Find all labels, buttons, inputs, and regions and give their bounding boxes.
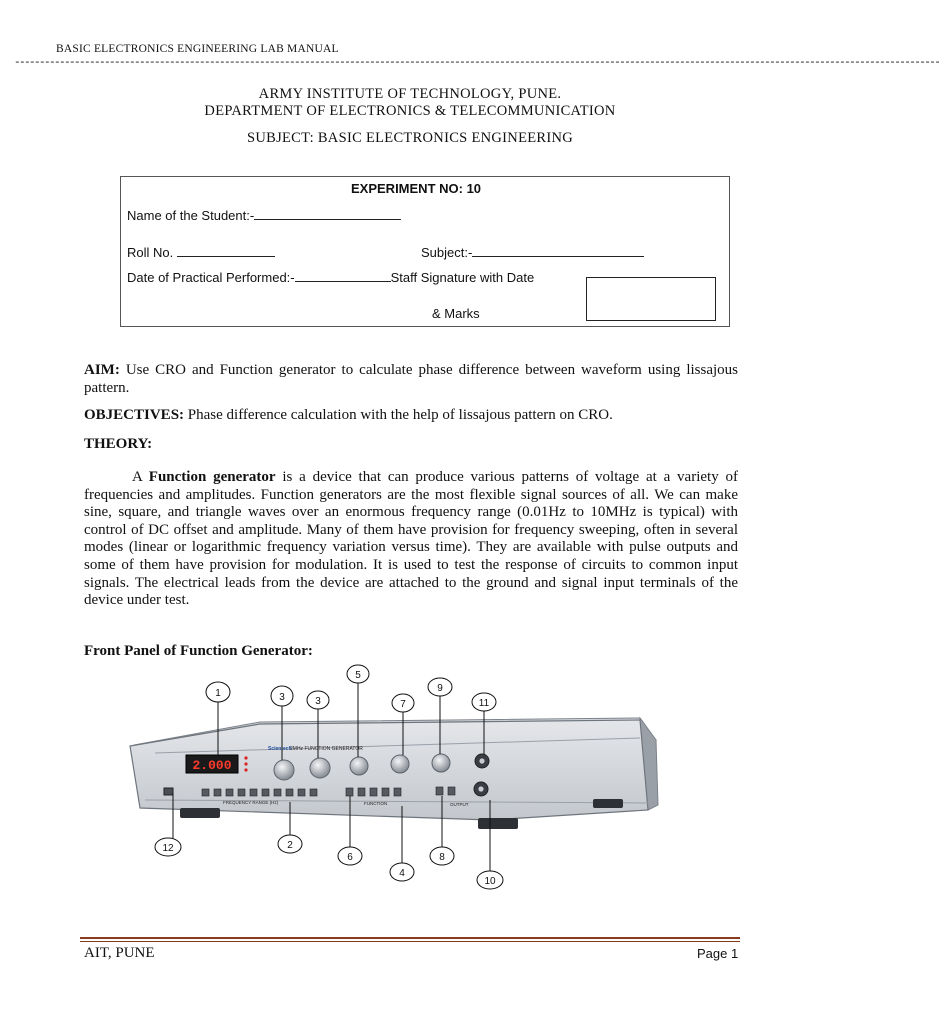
page-number: Page 1 [697,946,739,961]
svg-text:3: 3 [279,692,285,703]
roll-no-field [127,244,275,260]
theory-term: Function generator [148,469,276,485]
svg-text:2: 2 [287,840,293,851]
subject-blank [472,244,644,257]
amplitude-knob [432,754,450,772]
date-label: Date of Practical Performed:- [127,270,295,285]
aim-text: Use CRO and Function generator to calculate phase difference between waveform using lissajous pattern. [84,362,738,396]
theory-text: is a device that can produce various patterns of voltage at a variety of frequencies and amplitudes. Function generators are the most flexible signal sources of all. We can make sine, square, and triangle waves over an enormous frequency range (0.01Hz to 10MHz is typical) with control of DC offset and amplitude. Many of them have provision for frequency sweeping, often in several modes (linear or logarithmic frequency variation versus time). They are available with pulse outputs and some of them have provision for modulation. It is used to test the response of circuits to common input signals. The electrical leads from the device are attached to the ground and signal input terminals of the device under test. [84,469,738,609]
roll-no-label: Roll No. [127,245,174,260]
aim-label: AIM: [84,362,120,378]
brand-text: Scientech [268,746,292,752]
frequency-coarse-knob [274,760,294,780]
function-generator-figure [100,660,670,900]
svg-text:9: 9 [437,683,443,694]
subject-field [421,244,644,260]
theory-heading: THEORY: [84,436,153,452]
roll-no-blank [177,244,275,257]
svg-text:12: 12 [162,843,174,854]
institution-name: ARMY INSTITUTE OF TECHNOLOGY, PUNE. [258,86,562,102]
footer-institution: AIT, PUNE [84,945,155,961]
callout-9 [428,678,452,696]
footer-rule-thick [80,937,740,939]
footer-rule-thin [80,941,740,942]
header-dashed-rule: ----------------------------------------------------------------------------------------------------------------------------------------------------------------------------------------- [14,57,939,69]
aim-paragraph [84,362,738,397]
subject-line: SUBJECT: BASIC ELECTRONICS ENGINEERING [246,130,574,146]
theory-lead: A [132,469,149,485]
dc-offset-knob [391,755,409,773]
frequency-fine-knob [310,758,330,778]
svg-text:1: 1 [215,688,221,699]
led-display-value: 2.000 [192,758,232,773]
marks-label: & Marks [432,306,480,321]
student-name-field [127,207,401,223]
objectives-label: OBJECTIVES: [84,407,185,423]
power-button [164,788,173,795]
callout-3b [307,691,329,709]
svg-text:3: 3 [315,696,321,707]
objectives-text: Phase difference calculation with the help of lissajous pattern on CRO. [184,407,613,423]
callout-6 [338,847,362,865]
experiment-info-box [120,176,730,327]
front-panel-heading: Front Panel of Function Generator: [84,643,313,659]
signature-label: Staff Signature with Date [390,270,535,285]
callout-8 [430,847,454,865]
function-label: FUNCTION [364,801,388,806]
callout-10 [477,871,503,889]
theory-paragraph [84,469,738,610]
callout-11 [472,693,496,711]
student-name-label: Name of the Student:- [127,208,255,223]
svg-text:7: 7 [400,699,406,710]
foot-left [180,808,220,818]
callout-2 [278,835,302,853]
svg-text:6: 6 [347,852,353,863]
date-field [127,269,534,285]
svg-text:5: 5 [355,670,361,681]
callout-5 [347,665,369,683]
subject-label: Subject:- [421,245,473,260]
model-title: 2MHz FUNCTION GENERATOR [290,746,363,752]
frequency-range-label: FREQUENCY RANGE (Hz) [223,800,279,805]
callout-3a [271,686,293,706]
department-name: DEPARTMENT OF ELECTRONICS & TELECOMMUNICATION [204,103,616,119]
marks-box [586,277,716,321]
running-head: BASIC ELECTRONICS ENGINEERING LAB MANUAL [56,43,339,55]
foot-right [593,799,623,808]
output-label: OUTPUT [450,802,469,807]
date-blank [295,269,391,282]
objectives-paragraph [84,407,738,425]
callout-1 [206,682,230,702]
callout-12 [155,838,181,856]
svg-text:4: 4 [399,868,405,879]
svg-text:10: 10 [484,876,496,887]
duty-cycle-knob [350,757,368,775]
svg-text:8: 8 [439,852,445,863]
student-name-blank [254,207,401,220]
foot-mid [478,818,518,829]
svg-text:11: 11 [478,698,490,709]
callout-4 [390,863,414,881]
experiment-number: EXPERIMENT NO: 10 [351,181,482,196]
callout-7 [392,694,414,712]
